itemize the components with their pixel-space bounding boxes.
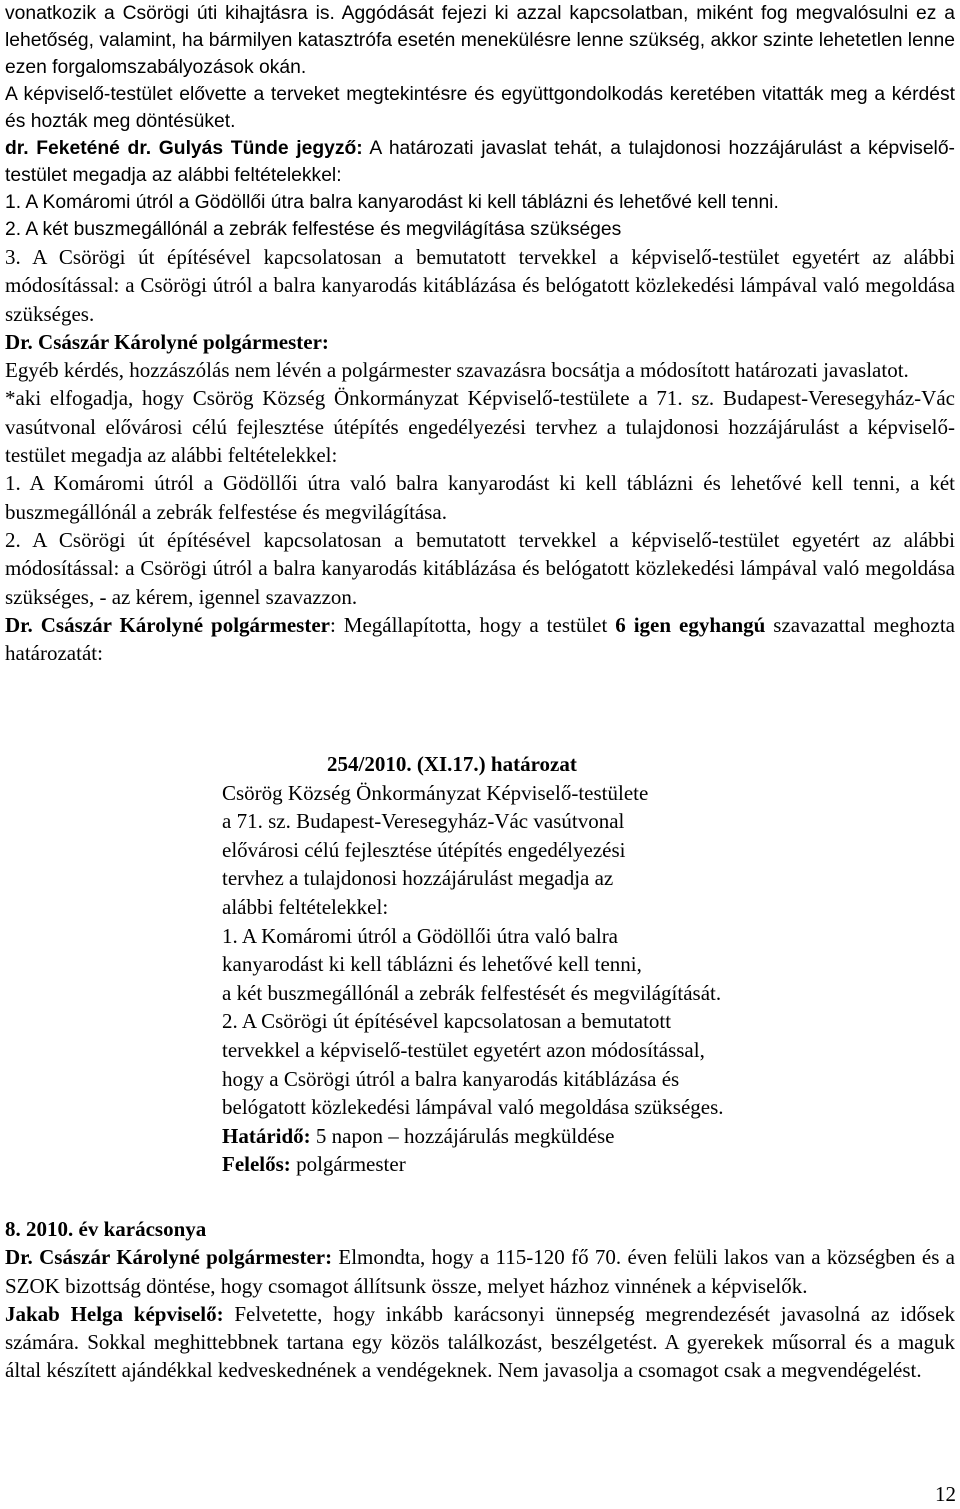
resolution-line: belógatott közlekedési lámpával való megoldása szükséges. xyxy=(222,1095,724,1120)
resolution-line: hogy a Csörögi útról a balra kanyarodás kitáblázása és xyxy=(222,1066,680,1091)
resolution-line: 2. A Csörögi út építésével kapcsolatosan a bemutatott xyxy=(222,1009,672,1034)
document-page xyxy=(5,0,955,667)
paragraph-vote-result: Dr. Császár Károlyné polgármester: Megállapította, hogy a testület 6 igen egyhangú szavazattal meghozta határozatát: xyxy=(5,612,955,666)
page-number: 12 xyxy=(935,1482,956,1506)
paragraph-proposal-item-1: 1. A Komáromi útról a Gödöllői útra való balra kanyarodást ki kell táblázni és lehetővé kell tenni, a két buszmegállónál a zebrák felfestése és megvilágítása. xyxy=(5,471,955,524)
resolution-line: 1. A Komáromi útról a Gödöllői útra való balra xyxy=(222,923,619,948)
paragraph-review: A képviselő-testület elővette a terveket megtekintésre és együttgondolkodás keretében vitatták meg a kérdést és hozták meg döntésüket. xyxy=(5,84,955,132)
resolution-line: tervhez a tulajdonosi hozzájárulást megadja az xyxy=(222,866,614,891)
resolution-deadline: Határidő: 5 napon – hozzájárulás megküldése xyxy=(222,1123,615,1148)
speaker-mayor-3: Dr. Császár Károlyné polgármester: xyxy=(5,1245,333,1270)
condition-item-2: 2. A két buszmegállónál a zebrák felfestése és megvilágítása szükséges xyxy=(5,219,622,240)
paragraph-representative: Jakab Helga képviselő: Felvetette, hogy inkább karácsonyi ünnepség megrendezését javasolná az idősek számára. Sokkal meghittebbnek tartana egy közös találkozást, beszélgetést. A gyerekek műsorral és a maguk által készített ajándékkal kedveskednének a vendégeknek. Nem javasolja a csomagot csak a megvendégelést. xyxy=(5,1301,956,1383)
condition-item-3: 3. A Csörögi út építésével kapcsolatosan a bemutatott tervekkel a képviselő-testület egyetért az alábbi módosítással: a Csörögi útról a balra kanyarodás kitáblázása és belógatott közlekedési lámpával való megoldása szükséges. xyxy=(5,245,955,326)
speaker-mayor-2: Dr. Császár Károlyné polgármester xyxy=(5,612,330,637)
vote-count: 6 igen egyhangú xyxy=(615,612,766,637)
paragraph-concern: vonatkozik a Csörögi úti kihajtásra is. Aggódását fejezi ki azzal kapcsolatban, miként fog megvalósulni ez a lehetőség, valamint, ha bármilyen katasztrófa esetén menekülésre lenne szükség, akkor szinte lehetetlen lenne ezen forgalomszabályozások okán. xyxy=(5,3,955,78)
speaker-representative: Jakab Helga képviselő: xyxy=(5,1301,224,1326)
paragraph-proposal: *aki elfogadja, hogy Csörög Község Önkormányzat Képviselő-testülete a 71. sz. Budapest-Veresegyház-Vác vasútvonal elővárosi célú fejlesztése útépítés engedélyezési tervhez a tulajdonosi hozzájárulást a képviselő-testület megadja az alábbi feltételekkel: xyxy=(5,386,955,468)
paragraph-vote-call: Egyéb kérdés, hozzászólás nem lévén a polgármester szavazásra bocsátja a módosított határozati javaslatot. xyxy=(5,358,909,383)
condition-item-1: 1. A Komáromi útról a Gödöllői útra balra kanyarodást ki kell táblázni és lehetővé kell tenni. xyxy=(5,192,779,213)
paragraph-proposal-item-2: 2. A Csörögi út építésével kapcsolatosan a bemutatott tervekkel a képviselő-testület egyetért az alábbi módosítással: a Csörögi útról a balra kanyarodás kitáblázása és belógatott közlekedési lámpával való megoldása szükséges, - az kérem, igennel szavazzon. xyxy=(5,527,955,609)
paragraph-mayor-christmas: Dr. Császár Károlyné polgármester: Elmondta, hogy a 115-120 fő 70. éven felüli lakos van a községben és a SZOK bizottság döntése, hogy csomagot állítsunk össze, melyet házhoz vinnének a képviselők. xyxy=(5,1245,955,1298)
speaker-notary: dr. Feketéné dr. Gulyás Tünde jegyző: xyxy=(5,138,363,159)
paragraph-notary xyxy=(5,135,955,189)
resolution-block xyxy=(222,750,862,1179)
notary-text: A határozati javaslat tehát, a tulajdonosi hozzájárulást a képviselő-testület megadja az alábbi feltételekkel: xyxy=(5,138,955,186)
resolution-line: Csörög Község Önkormányzat Képviselő-testülete xyxy=(222,780,649,805)
resolution-line: a két buszmegállónál a zebrák felfestését és megvilágítását. xyxy=(222,980,722,1005)
resolution-line: elővárosi célú fejlesztése útépítés engedélyezési xyxy=(222,837,626,862)
resolution-line: a 71. sz. Budapest-Veresegyház-Vác vasútvonal xyxy=(222,809,625,834)
christmas-section xyxy=(5,1215,955,1385)
resolution-line: kanyarodást ki kell táblázni és lehetővé kell tenni, xyxy=(222,952,642,977)
section-heading: 8. 2010. év karácsonya xyxy=(5,1217,207,1241)
resolution-line: tervekkel a képviselő-testület egyetért azon módosítással, xyxy=(222,1037,705,1062)
resolution-title: 254/2010. (XI.17.) határozat xyxy=(327,752,577,776)
speaker-mayor-1: Dr. Császár Károlyné polgármester: xyxy=(5,329,329,354)
resolution-responsible: Felelős: polgármester xyxy=(222,1152,406,1177)
resolution-line: alábbi feltételekkel: xyxy=(222,894,389,919)
